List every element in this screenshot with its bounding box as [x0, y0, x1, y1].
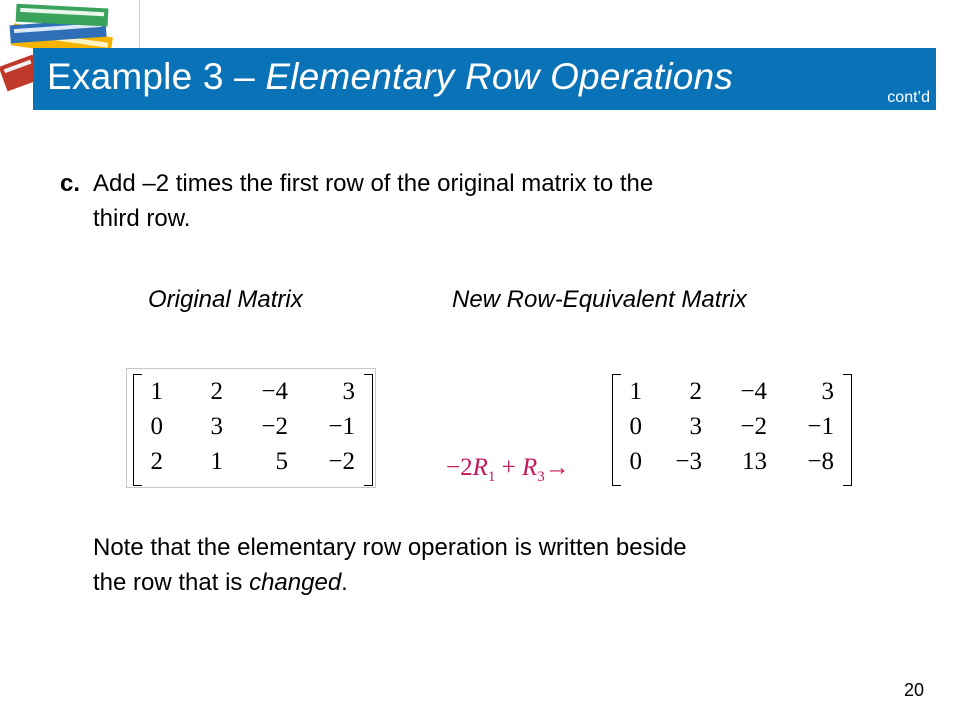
op-r1: R	[472, 454, 488, 481]
matrix-cell: 5	[275, 448, 288, 475]
matrix-cell: −4	[261, 378, 288, 405]
note-period: .	[341, 569, 348, 596]
instruction-paragraph	[60, 166, 860, 236]
matrix-row	[133, 448, 373, 478]
op-r1-sub: 1	[487, 469, 496, 485]
new-matrix	[612, 374, 852, 484]
matrix-cell: −2	[740, 413, 767, 440]
original-matrix	[133, 374, 373, 484]
matrix-cell: −2	[261, 413, 288, 440]
title-italic: Elementary Row Operations	[265, 56, 734, 97]
op-r3-sub: 3	[537, 469, 545, 485]
matrix-row	[133, 413, 373, 443]
title-main: Example 3 –	[47, 56, 266, 97]
matrix-cell: 0	[629, 448, 642, 475]
note-paragraph	[93, 530, 913, 600]
continued-label: cont’d	[887, 89, 930, 106]
matrix-row	[612, 378, 852, 408]
original-matrix-heading: Original Matrix	[148, 286, 303, 313]
matrix-cell: −2	[328, 448, 355, 475]
instruction-line-2: third row.	[93, 205, 191, 232]
matrix-cell: −8	[807, 448, 834, 475]
note-line-1: Note that the elementary row operation is written beside	[93, 534, 687, 561]
op-arrow-icon: →	[544, 454, 570, 481]
matrix-cell: 1	[150, 378, 163, 405]
op-plus: +	[501, 454, 516, 481]
matrix-cell: 1	[210, 448, 223, 475]
note-text: the row that is	[93, 569, 250, 596]
matrix-row	[612, 413, 852, 443]
matrix-cell: 3	[210, 413, 223, 440]
matrix-row	[133, 378, 373, 408]
op-r3: R	[522, 454, 538, 481]
matrix-cell: 3	[821, 378, 834, 405]
matrix-cell: 2	[210, 378, 223, 405]
item-label: c.	[60, 170, 81, 197]
matrix-cell: 3	[689, 413, 702, 440]
matrix-cell: 2	[689, 378, 702, 405]
page-number: 20	[903, 680, 924, 700]
note-emphasis: changed	[249, 569, 342, 596]
matrix-cell: −1	[328, 413, 355, 440]
matrix-cell: 3	[342, 378, 355, 405]
matrix-cell: 0	[629, 413, 642, 440]
matrix-row	[612, 448, 852, 478]
matrix-cell: −4	[740, 378, 767, 405]
row-operation-label	[446, 454, 570, 486]
matrix-cell: 13	[742, 448, 767, 475]
instruction-line-1: Add –2 times the first row of the original matrix to the	[93, 170, 654, 197]
matrix-cell: 2	[150, 448, 163, 475]
new-matrix-heading: New Row-Equivalent Matrix	[452, 286, 747, 313]
matrix-cell: 1	[629, 378, 642, 405]
matrix-cell: 0	[150, 413, 163, 440]
op-coefficient: −2	[446, 454, 473, 481]
matrix-cell: −3	[675, 448, 702, 475]
logo-divider	[139, 0, 140, 54]
matrix-cell: −1	[807, 413, 834, 440]
note-line-2	[93, 565, 913, 600]
slide-title	[47, 56, 733, 98]
